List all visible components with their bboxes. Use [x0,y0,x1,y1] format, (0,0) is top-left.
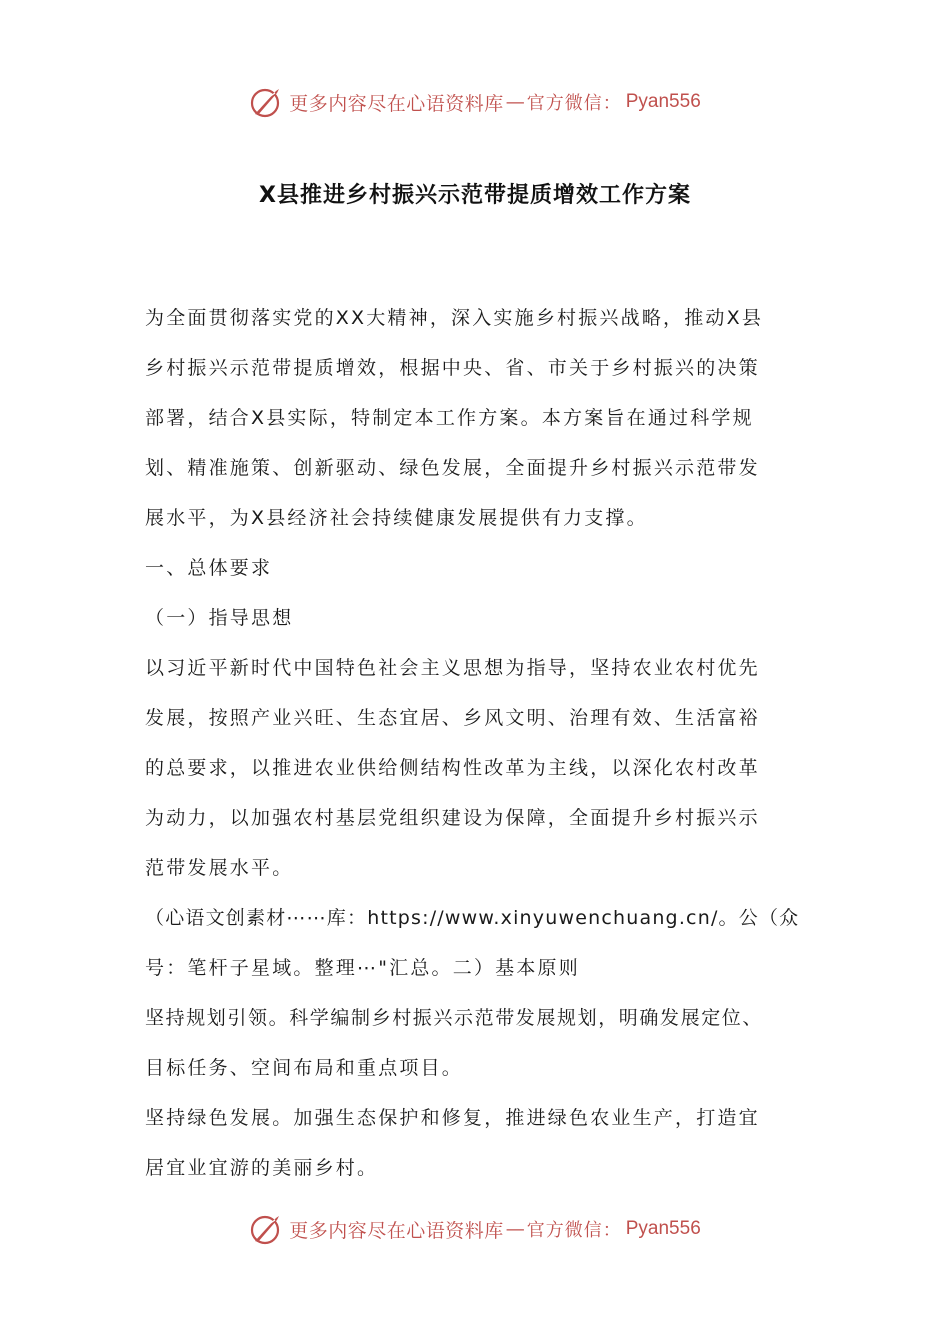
header-watermark [0,82,950,122]
body-line: 范带发展水平。 [145,857,294,879]
body-line: 为动力，以加强农村基层党组织建设为保障，全面提升乡村振兴示 [145,807,760,829]
body-line: 为全面贯彻落实党的XX大精神，深入实施乡村振兴战略，推动X县 [145,307,764,329]
body-line: 发展，按照产业兴旺、生态宜居、乡风文明、治理有效、生活富裕 [145,707,760,729]
body-line: 号：笔杆子星域。整理⋯"汇总。二）基本原则 [145,957,580,979]
section-heading: 一、总体要求 [145,557,273,579]
watermark-wechat-label: 官方微信： [526,1220,622,1241]
body-line: 坚持绿色发展。加强生态保护和修复，推进绿色农业生产，打造宜 [145,1107,760,1129]
watermark-wechat-id: Pyan556 [625,1218,701,1239]
watermark-text: 更多内容尽在心语资料库 [289,92,504,115]
body-line: 居宜业宜游的美丽乡村。 [145,1157,379,1179]
quill-logo-icon [249,85,283,119]
body-line: 的总要求，以推进农业供给侧结构性改革为主线，以深化农村改革 [145,757,760,779]
document-title: X县推进乡村振兴示范带提质增效工作方案 [259,183,691,208]
watermark-wechat-label: 官方微信： [526,93,622,114]
watermark-text: 更多内容尽在心语资料库 [289,1219,504,1242]
body-line: （心语文创素材⋯⋯库：https://www.xinyuwenchuang.cn/。公（众 [145,907,800,929]
body-line: 展水平，为X县经济社会持续健康发展提供有力支撑。 [145,507,648,529]
body-line: 目标任务、空间布局和重点项目。 [145,1057,464,1079]
watermark-dash: — [505,91,525,113]
body-line: 以习近平新时代中国特色社会主义思想为指导，坚持农业农村优先 [145,657,760,679]
body-line: 坚持规划引领。科学编制乡村振兴示范带发展规划，明确发展定位、 [145,1007,764,1029]
body-line: 划、精准施策、创新驱动、绿色发展，全面提升乡村振兴示范带发 [145,457,760,479]
body-line: 部署，结合X县实际，特制定本工作方案。本方案旨在通过科学规 [145,407,754,429]
watermark-dash: — [505,1218,525,1240]
quill-logo-icon [249,1212,283,1246]
footer-watermark [0,1209,950,1249]
document-body [145,300,810,1200]
watermark-wechat-id: Pyan556 [625,91,701,112]
subsection-heading: （一）指导思想 [145,607,294,629]
body-line: 乡村振兴示范带提质增效，根据中央、省、市关于乡村振兴的决策 [145,357,760,379]
